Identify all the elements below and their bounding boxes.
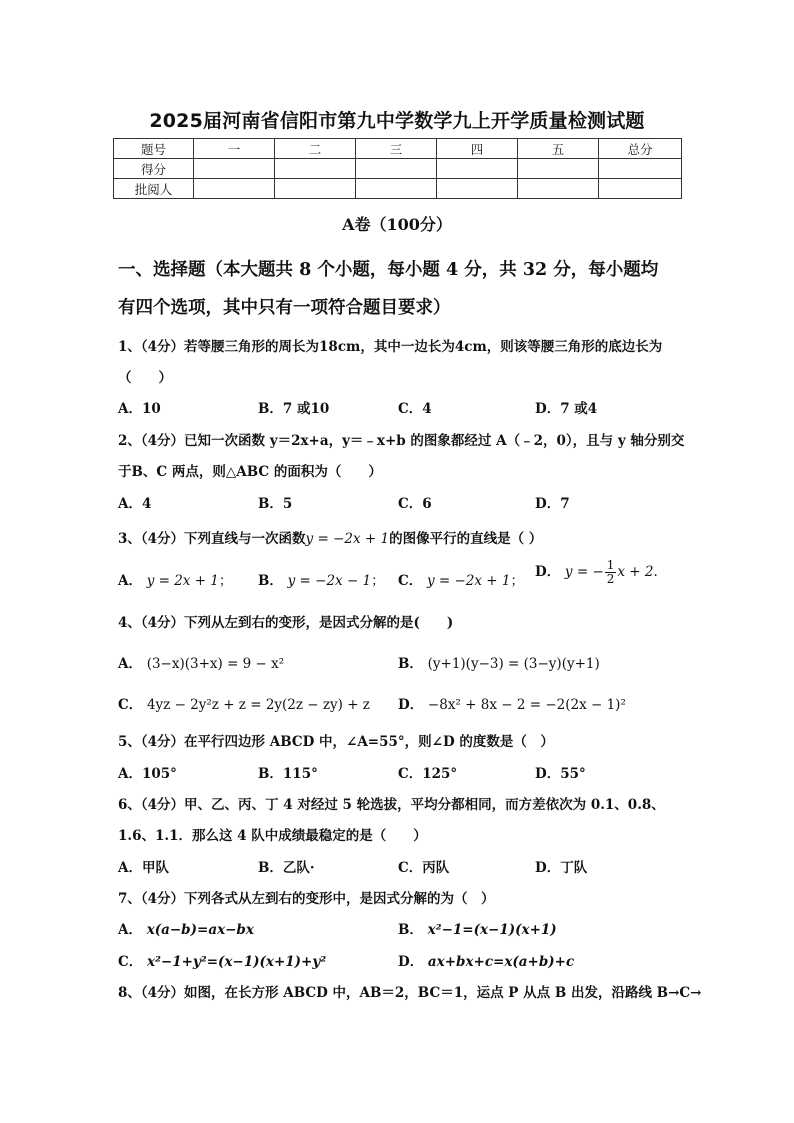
fraction [605,559,617,586]
option-expression: (3−x)(3+x) = 9 − x² [146,656,285,672]
question-4-option-a [118,652,284,672]
score-cell [437,179,518,199]
question-1-option-c: C．4 [398,401,432,417]
score-header-cell: 一 [194,139,275,159]
option-label: D． [398,697,424,713]
question-3-option-a [118,569,232,589]
score-cell [275,159,356,179]
question-7-option-b [398,918,557,938]
option-end: ； [371,573,385,589]
option-expression: x(a−b)=ax−bx [146,922,254,938]
question-2-option-c: C．6 [398,496,432,512]
question-4-option-c [118,693,370,713]
question-5-option-b: B．115° [258,766,318,782]
question-5-option-d: D．55° [535,766,586,782]
score-cell [194,159,275,179]
option-label: B． [398,922,423,938]
question-6-option-d: D．丁队 [535,860,588,876]
score-table [113,138,682,199]
option-label: A． [118,573,142,589]
option-expression: −8x² + 8x − 2 = −2(2x − 1)² [427,697,626,713]
question-1-option-b: B．7 或10 [258,401,330,417]
question-6-stem-cont: 1.6、1.1．那么这 4 队中成绩最稳定的是（ ） [118,828,427,844]
question-4-option-d [398,693,626,713]
option-expression: x²−1+y²=(x−1)(x+1)+y² [146,954,327,970]
option-expression: y = −2x + 1 [426,573,511,589]
option-label: D． [398,954,424,970]
option-label: D． [535,564,561,580]
fraction-numerator: 1 [606,558,615,572]
option-expression: (y+1)(y−3) = (3−y)(y+1) [427,656,600,672]
option-end: ； [510,573,524,589]
section-heading-line1: 一、选择题（本大题共 8 个小题，每小题 4 分，共 32 分，每小题均 [118,260,659,280]
question-6-option-b: B．乙队· [258,860,315,876]
question-7-option-d [398,950,574,970]
score-cell [599,159,682,179]
score-cell [275,179,356,199]
question-3-option-b [258,569,385,589]
question-1-stem-cont: （ ） [118,370,172,386]
question-6-option-a: A．甲队 [118,860,169,876]
option-expression-post: x + 2 [617,564,654,580]
score-cell [194,179,275,199]
option-label: B． [258,573,283,589]
question-5-option-a: A．105° [118,766,177,782]
option-label: A． [118,656,142,672]
option-end: . [653,564,658,580]
question-4-option-b [398,652,600,672]
score-row-label: 得分 [114,159,194,179]
exam-title: 2025届河南省信阳市第九中学数学九上开学质量检测试题 [149,110,645,132]
option-expression-pre: y = − [564,564,604,580]
score-table-row [114,159,682,179]
score-header-cell: 二 [275,139,356,159]
score-header-cell: 三 [356,139,437,159]
question-2-option-b: B．5 [258,496,293,512]
question-3-option-d [535,559,658,586]
option-expression: y = −2x − 1 [287,573,372,589]
score-header-cell: 四 [437,139,518,159]
question-3-stem [118,527,684,547]
question-1-stem: 1、（4分）若等腰三角形的周长为18cm，其中一边长为4cm，则该等腰三角形的底边长为 [118,339,663,355]
question-3-suffix: 的图像平行的直线是（ ） [389,531,543,547]
question-7-stem: 7、（4分）下列各式从左到右的变形中，是因式分解的为（ ） [118,891,495,907]
score-table-row [114,179,682,199]
score-cell [518,159,599,179]
score-cell [356,179,437,199]
score-cell [437,159,518,179]
option-label: C． [118,954,143,970]
score-table-header-row [114,139,682,159]
option-expression: x²−1=(x−1)(x+1) [427,922,557,938]
option-end: ； [218,573,233,589]
question-5-stem: 5、（4分）在平行四边形 ABCD 中，∠A=55°，则∠D 的度数是（ ） [118,734,554,750]
option-expression: 4yz − 2y²z + z = 2y(2z − zy) + z [146,697,370,713]
question-2-stem: 2、（4分）已知一次函数 y＝2x+a，y＝﹣x+b 的图象都经过 A（﹣2，0），且与 y 轴分别交 [118,433,685,449]
option-label: C． [118,697,143,713]
option-expression: y = 2x + 1 [146,573,219,589]
fraction-denominator: 2 [606,572,615,586]
section-heading-line2: 有四个选项，其中只有一项符合题目要求） [118,298,451,318]
score-cell [599,179,682,199]
question-6-option-c: C．丙队 [398,860,450,876]
question-2-option-a: A．4 [118,496,152,512]
question-3-option-c [398,569,524,589]
score-cell [356,159,437,179]
option-label: A． [118,922,142,938]
question-7-option-c [118,950,326,970]
score-cell [518,179,599,199]
question-3-prefix: 3、（4分）下列直线与一次函数 [118,531,306,547]
option-label: C． [398,573,423,589]
question-3-expression: y = −2x + 1 [305,531,390,547]
score-header-cell: 总分 [599,139,682,159]
option-label: B． [398,656,423,672]
question-7-option-a [118,918,254,938]
score-row-label: 批阅人 [114,179,194,199]
paper-part-heading: A卷（100分） [342,215,452,234]
question-5-option-c: C．125° [398,766,458,782]
question-2-stem-cont: 于B、C 两点，则△ABC 的面积为（ ） [118,464,382,480]
option-expression: ax+bx+c=x(a+b)+c [427,954,575,970]
question-1-option-a: A．10 [118,401,161,417]
question-1-option-d: D．7 或4 [535,401,598,417]
question-2-option-d: D．7 [535,496,570,512]
question-8-stem: 8、（4分）如图，在长方形 ABCD 中，AB＝2，BC＝1，运点 P 从点 B 出发，沿路线 B→C→ [118,985,702,1001]
score-header-cell: 五 [518,139,599,159]
score-header-cell: 题号 [114,139,194,159]
question-4-stem: 4、（4分）下列从左到右的变形，是因式分解的是( ) [118,615,454,631]
question-6-stem: 6、（4分）甲、乙、丙、丁 4 对经过 5 轮选拔，平均分都相同，而方差依次为 0.1、0.8、 [118,797,665,813]
